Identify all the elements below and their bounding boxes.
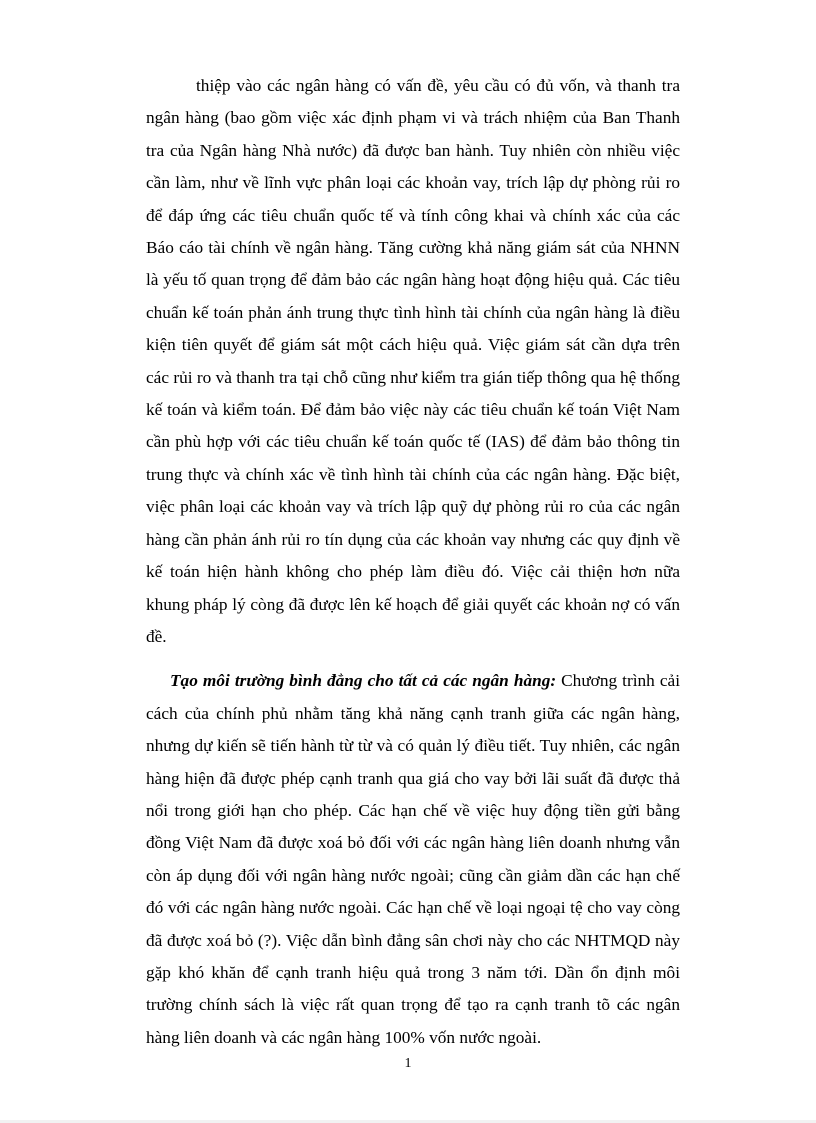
paragraph-1 [146,70,680,653]
paragraph-2-text: Chương trình cải cách của chính phủ nhằm tăng khả năng cạnh tranh giữa các ngân hàng, nhưng dự kiến sẽ tiến hành từ từ và có quản lý điều tiết. Tuy nhiên, các ngân hàng hiện đã được phép cạnh tranh qua giá cho vay bởi lãi suất đã được thả nổi trong giới hạn cho phép. Các hạn chế về việc huy động tiền gửi bằng đồng Việt Nam đã được xoá bỏ đối với các ngân hàng liên doanh nhưng vẫn còn áp dụng đối với ngân hàng nước ngoài; cũng cần giảm dần các hạn chế đó với các ngân hàng nước ngoài. Các hạn chế về loại ngoại tệ cho vay còng đã được xoá bỏ (?). Việc dẫn bình đẳng sân chơi này cho các NHTMQD này gặp khó khăn để cạnh tranh hiệu quả trong 3 năm tới. Dần ổn định môi trường chính sách là việc rất quan trọng để tạo ra cạnh tranh tõ các ngân hàng liên doanh và các ngân hàng 100% vốn nước ngoài. [146,671,680,1047]
paragraph-2-heading: Tạo môi trường bình đẳng cho tất cả các ngân hàng: [170,671,557,691]
body-text [146,70,680,1054]
page-number: 1 [404,1056,412,1071]
paragraph-2 [146,665,680,1054]
paragraph-1-text: thiệp vào các ngân hàng có vấn đề, yêu cầu có đủ vốn, và thanh tra ngân hàng (bao gồm việc xác định phạm vi và trách nhiệm của Ban Thanh tra của Ngân hàng Nhà nước) đã được ban hành. Tuy nhiên còn nhiều việc cần làm, như về lĩnh vực phân loại các khoản vay, trích lập dự phòng rủi ro để đáp ứng các tiêu chuẩn quốc tế và tính công khai và chính xác của các Báo cáo tài chính về ngân hàng. Tăng cường khả năng giám sát của NHNN là yếu tố quan trọng để đảm bảo các ngân hàng hoạt động hiệu quả. Các tiêu chuẩn kế toán phản ánh trung thực tình hình tài chính của ngân hàng là điều kiện tiên quyết để giám sát một cách hiệu quả. Việc giám sát cần dựa trên các rủi ro và thanh tra tại chỗ cũng như kiểm tra gián tiếp thông qua hệ thống kế toán và kiểm toán. Để đảm bảo việc này các tiêu chuẩn kế toán Việt Nam cần phù hợp với các tiêu chuẩn kế toán quốc tế (IAS) để đảm bảo thông tin trung thực và chính xác về tình hình tài chính của các ngân hàng. Đặc biệt, việc phân loại các khoản vay và trích lập quỹ dự phòng rủi ro của các ngân hàng cần phản ánh rủi ro tín dụng của các khoản vay nhưng các quy định về kế toán hiện hành không cho phép làm điều đó. Việc cải thiện hơn nữa khung pháp lý còng đã được lên kế hoạch để giải quyết các khoản nợ có vấn đề. [146,76,680,646]
